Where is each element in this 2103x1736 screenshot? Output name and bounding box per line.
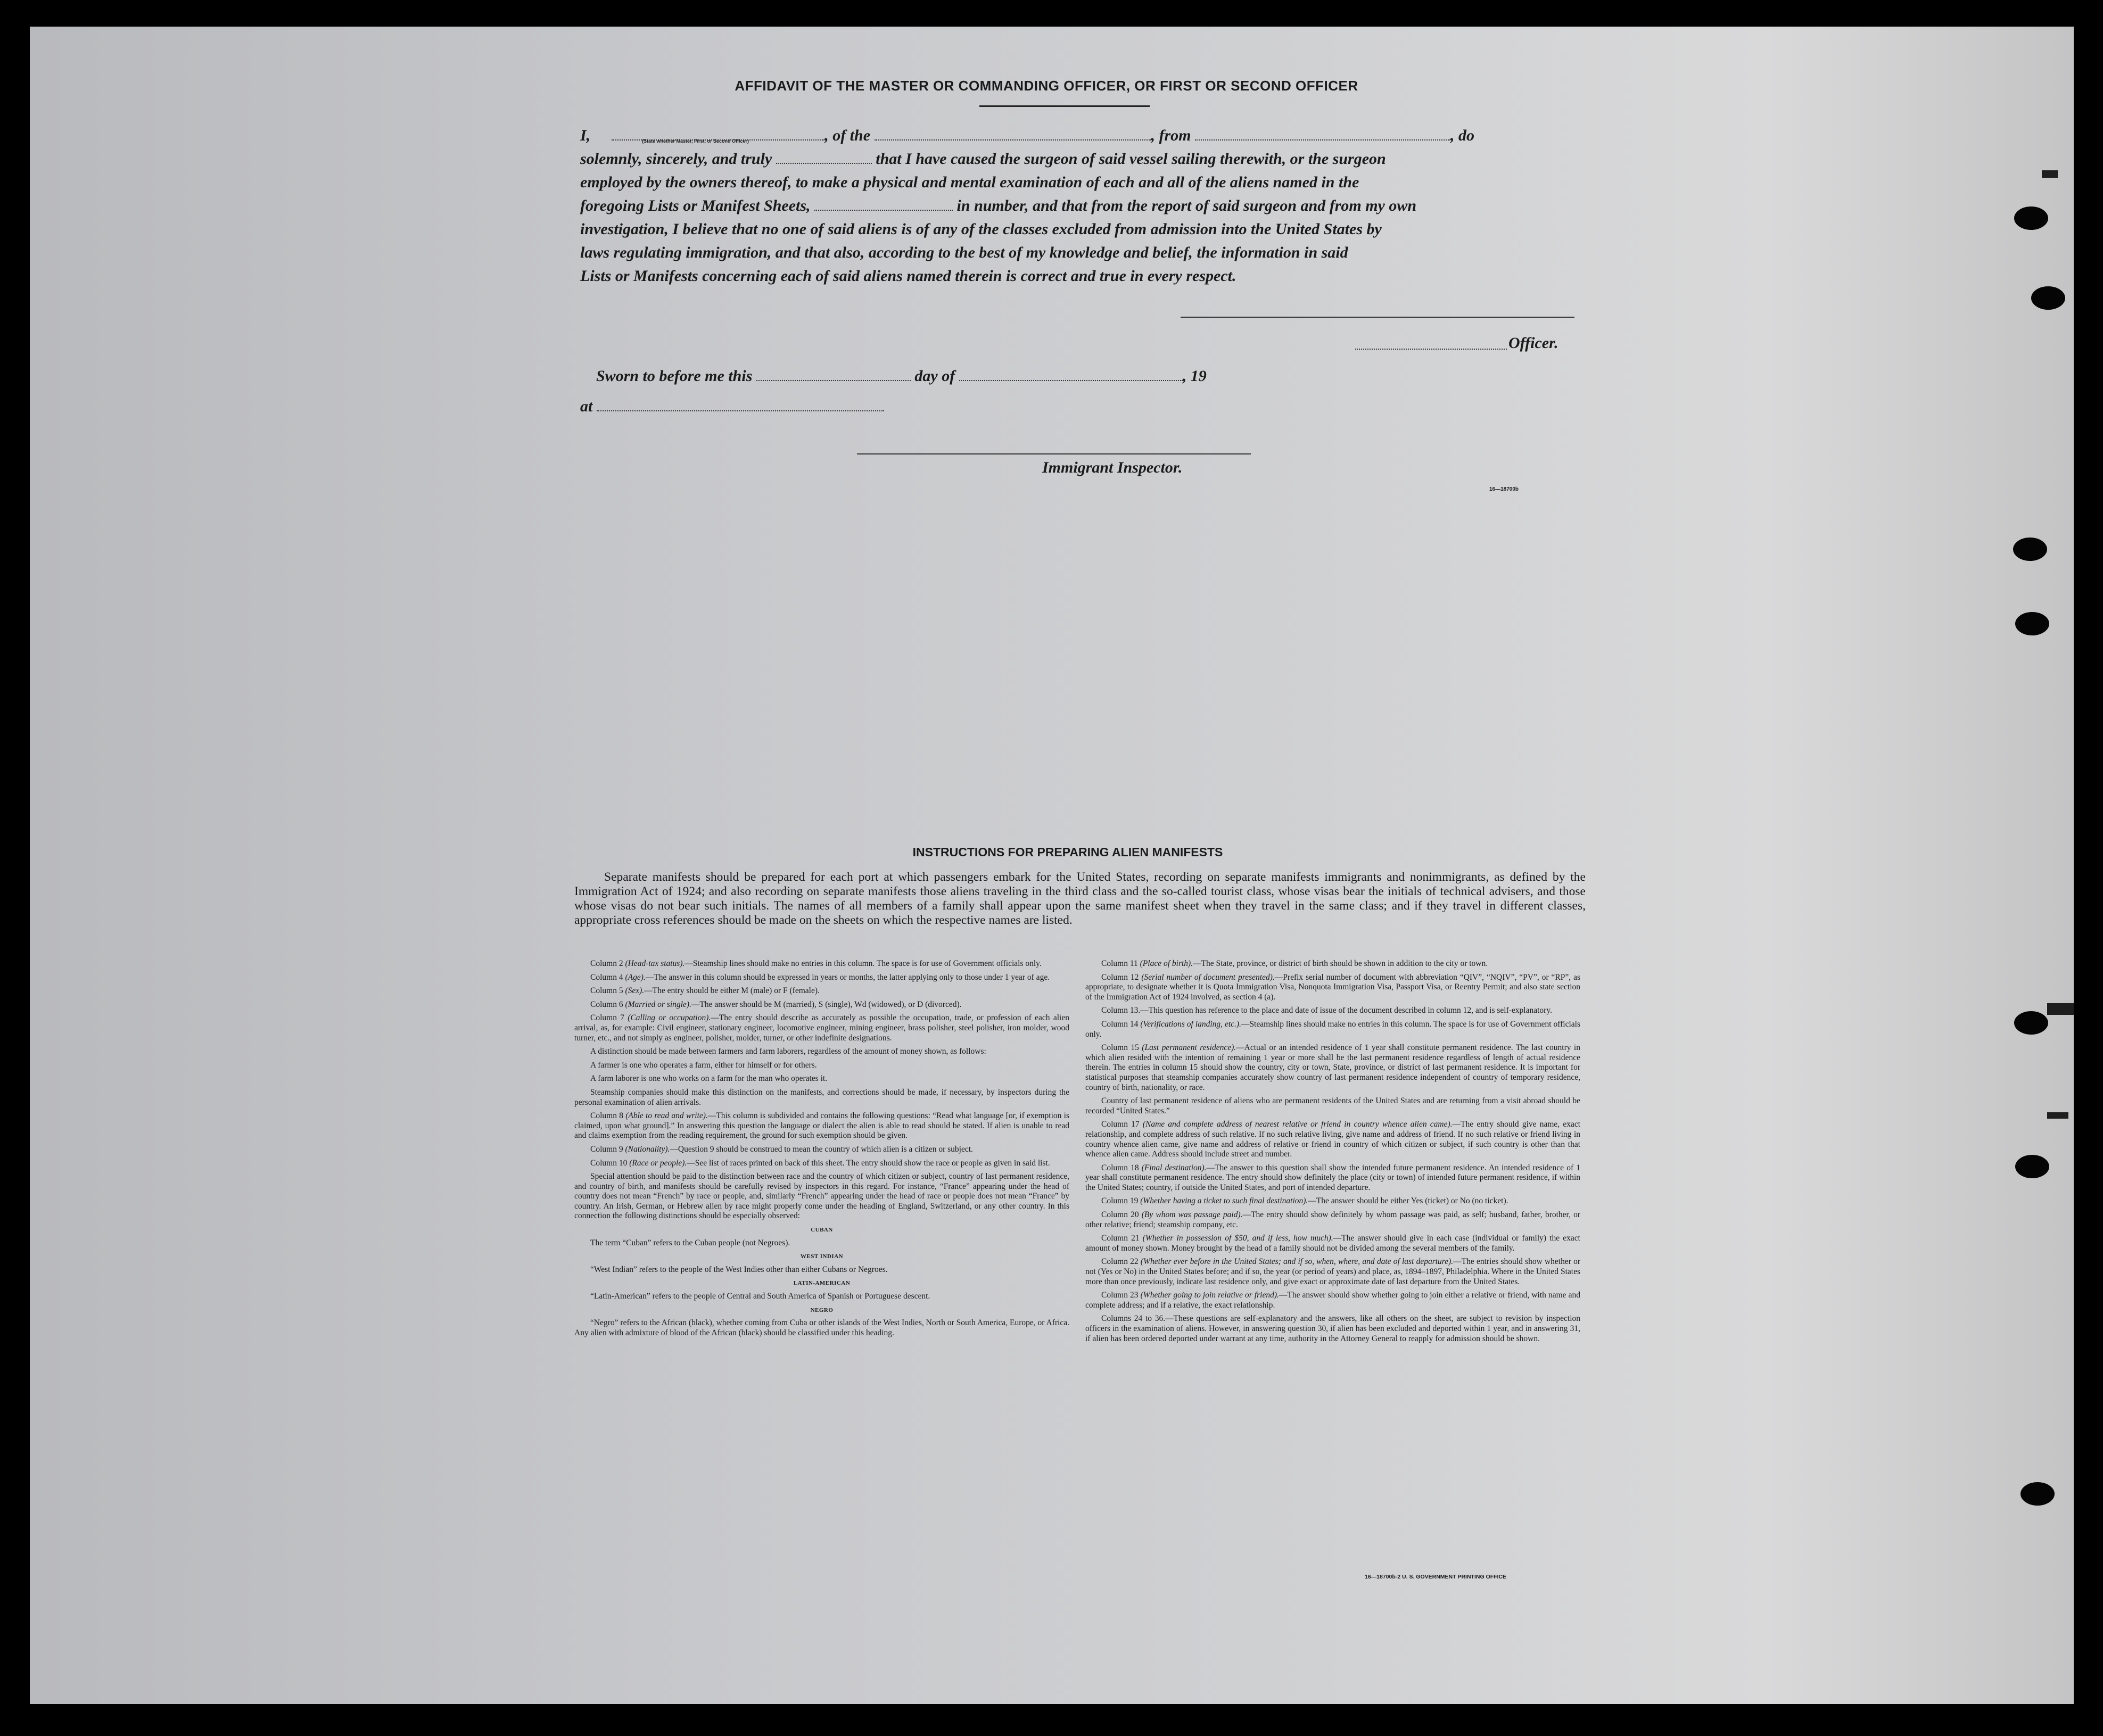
farmers-note: A distinction should be made between farmers and farm laborers, regardless of the amount of money shown, as follows: <box>590 1047 986 1056</box>
column-17-note: Column 17 (Name and complete address of nearest relative or friend in country whence alien came).—The entry should give name, exact relationship, and complete address of such relative. If no such relative living, give name and address of friend. If no such relative or friend living in country whence alien came, give name and address of relative or friend in country of which citizen or subject, if such country is other than that whence alien came. Address should include street and number. <box>1085 1120 1581 1159</box>
edge-mark <box>2042 170 2058 178</box>
country-residence-note: Country of last permanent residence of aliens who are permanent residents of the United States and are returning from a visit abroad should be recorded “United States.” <box>1085 1096 1580 1115</box>
inspector-label: Immigrant Inspector. <box>1042 459 1183 476</box>
latin-american-heading: LATIN-AMERICAN <box>793 1280 851 1287</box>
column-6-note: Column 6 (Married or single).—The answer should be M (married), S (single), Wd (widowed), or D (divorced). <box>590 999 962 1009</box>
edge-mark <box>2047 1003 2074 1015</box>
column-5-note: Column 5 (Sex).—The entry should be either M (male) or F (female). <box>590 986 820 996</box>
special-attention-note: Special attention should be paid to the distinction between race and the country of which citizen or subject, country of last permanent residence, and country of birth, and manifests should be carefully revised by inspectors in this regard. For instance, “France” appearing under the head of country does not mean “French” by race or people, and, similarly “French” appearing under the head of race or people does not mean “France” by country. An Irish, German, or Hebrew alien by race might properly come under the heading of England, Switzerland, or any other country. In this connection the following distinctions should be especially observed: <box>574 1172 1069 1221</box>
column-23-note: Column 23 (Whether going to join relative or friend).—The answer should show whether going to join either a relative or friend, with name and complete address; and if a relative, the exact relationship. <box>1085 1291 1580 1310</box>
column-21-note: Column 21 (Whether in possession of $50, and if less, how much).—The answer should give in each case (individual or family) the exact amount of money shown. Money brought by the head of a family should not be divided among the several members of the family. <box>1085 1234 1580 1253</box>
affidavit-line-7: Lists or Manifests concerning each of said aliens named therein is correct and true in every respect. <box>580 267 1236 285</box>
west-indian-heading: WEST INDIAN <box>800 1253 844 1260</box>
binding-hole <box>2015 1155 2049 1178</box>
negro-definition: “Negro” refers to the African (black), whether coming from Cuba or other islands of the West Indies, North or South America, Europe, or Africa. Any alien with admixture of blood of the African (black) should be classified under this heading. <box>574 1318 1069 1337</box>
binding-hole <box>2020 1482 2055 1506</box>
instructions-intro: Separate manifests should be prepared for each port at which passengers embark for the United States, recording on separate manifests immigrants and nonimmigrants, as defined by the Immigration Act of 1924; and also recording on separate manifests those aliens traveling in the third class and the so-called tourist class, whose visas bear the initials of technical advisers, and those whose visas do not bear such initials. The names of all members of a family shall appear upon the same manifest sheet when they travel in the same class; and if they travel in different classes, appropriate cross references should be made on the sheets on which the respective names are listed. <box>574 870 1586 927</box>
cuban-heading: CUBAN <box>811 1227 833 1234</box>
affidavit-line-2: solemnly, sincerely, and truly that I have caused the surgeon of said vessel sailing therewith, or the surgeon <box>580 150 1386 168</box>
edge-mark <box>2047 1112 2068 1119</box>
instructions-title: INSTRUCTIONS FOR PREPARING ALIEN MANIFESTS <box>912 845 1223 859</box>
negro-heading: NEGRO <box>810 1307 834 1313</box>
binding-hole <box>2013 538 2047 561</box>
column-19-note: Column 19 (Whether having a ticket to such final destination).—The answer should be either Yes (ticket) or No (no ticket). <box>1101 1196 1508 1206</box>
affidavit-line-1: I, , of the , from , do <box>580 127 1475 144</box>
column-10-note: Column 10 (Race or people).—See list of races printed on back of this sheet. The entry should show the race or people as given in said list. <box>590 1158 1050 1168</box>
binding-hole <box>2014 1011 2048 1035</box>
sworn-place-blank[interactable] <box>597 407 884 411</box>
column-2-note: Column 2 (Head-tax status).—Steamship lines should make no entries in this column. The space is for use of Government officials only. <box>590 959 1042 968</box>
column-22-note: Column 22 (Whether ever before in the United States; and if so, when, where, and date of last departure).—The entries should show whether or not (Yes or No) in the United States before; and if so, the year (or period of years) and place, as, 1894–1897, Philadelphia. Where in the United States more than once previously, indicate last residence only, and give exact or approximate date of last departure from the United States. <box>1085 1257 1581 1286</box>
binding-hole <box>2014 206 2048 230</box>
at-line: at <box>580 398 884 416</box>
affidavit-line-6: laws regulating immigration, and that also, according to the best of my knowledge and belief, the information in said <box>580 244 1348 261</box>
column-8-note: Column 8 (Able to read and write).—This column is subdivided and contains the following questions: “Read what language [or, if exemption is claimed, upon what ground].” In answering this question the language or dialect the alien is able to read should be stated. If alien is unable to read and claims exemption from the reading requirement, the ground for such exemption should be given. <box>574 1111 1070 1140</box>
officer-label: Officer. <box>1508 334 1558 352</box>
cuban-definition: The term “Cuban” refers to the Cuban people (not Negroes). <box>590 1238 790 1247</box>
rank-caption: (State whether Master, First, or Second Officer) <box>642 138 749 144</box>
inspector-signature-line[interactable] <box>857 453 1251 454</box>
column-9-note: Column 9 (Nationality).—Question 9 should be construed to mean the country of which alien is a citizen or subject. <box>590 1144 973 1154</box>
binding-hole <box>2031 286 2065 310</box>
column-4-note: Column 4 (Age).—The answer in this column should be expressed in years or months, the latter applying only to those under 1 year of age. <box>590 972 1050 982</box>
column-15-note: Column 15 (Last permanent residence).—Actual or an intended residence of 1 year shall constitute permanent residence. The last country in which alien resided with the intention of remaining 1 year or more shall be the last permanent residence regardless of length of actual residence therein. The entries in column 15 should show the country, city or town, State, province, or district of last permanent residence. It is important for statistical purposes that steamship companies accurately show country of last permanent residence independent of country of temporary residence, country of birth, nationality, or race. <box>1085 1043 1580 1092</box>
farmer-definition: A farmer is one who operates a farm, either for himself or for others. <box>590 1060 817 1070</box>
column-18-note: Column 18 (Final destination).—The answer to this question shall show the intended future permanent residence. An intended residence of 1 year shall constitute permanent residence. The entry should show definitely the place (city or town) of intended future permanent residence, if within the United States; country, if outside the United States, and port of intended departure. <box>1085 1163 1580 1192</box>
oath-type-blank[interactable] <box>776 160 872 164</box>
printing-office-code: 16—18700b-2 U. S. GOVERNMENT PRINTING OFFICE <box>1365 1574 1507 1580</box>
manifest-page <box>30 27 2074 1704</box>
affidavit-line-3: employed by the owners thereof, to make a physical and mental examination of each and all of the aliens named in the <box>580 173 1359 191</box>
affidavit-title: AFFIDAVIT OF THE MASTER OR COMMANDING OFFICER, OR FIRST OR SECOND OFFICER <box>735 78 1358 94</box>
vessel-name-blank[interactable] <box>875 136 1151 140</box>
title-rule <box>979 105 1150 107</box>
sworn-day-blank[interactable] <box>756 377 911 381</box>
instructions-left-column <box>574 959 1069 1342</box>
affidavit-line-5: investigation, I believe that no one of said aliens is of any of the classes excluded from admission into the United States by <box>580 220 1382 238</box>
binding-hole <box>2015 612 2049 635</box>
column-11-note: Column 11 (Place of birth).—The State, province, or district of birth should be shown in addition to the city or town. <box>1101 959 1488 968</box>
sworn-month-blank[interactable] <box>959 377 1183 381</box>
column-13-note: Column 13.—This question has reference to the place and date of issue of the document described in column 12, and is self-explanatory. <box>1101 1006 1552 1015</box>
column-7-note: Column 7 (Calling or occupation).—The entry should describe as accurately as possible the occupation, trade, or profession of each alien arrival, as, for example: Civil engineer, stationary engineer, locomotive engineer, mining engineer, brass polisher, steel polisher, iron molder, wood turner, etc., and not simply as engineer, polisher, molder, turner, or other indefinite designations. <box>574 1013 1069 1043</box>
columns-24-36-note: Columns 24 to 36.—These questions are self-explanatory and the answers, like all others on the sheet, are subject to revision by inspection officers in the examination of aliens. However, in answering question 30, if alien has been excluded and deported within 1 year, and in answering 31, if alien has been ordered deported under warrant at any time, authority in the Attorney General to reapply for admission should be shown. <box>1085 1314 1580 1343</box>
departure-port-blank[interactable] <box>1195 136 1450 140</box>
laborer-definition: A farm laborer is one who works on a farm for the man who operates it. <box>590 1074 828 1084</box>
west-indian-definition: “West Indian” refers to the people of the West Indies other than either Cubans or Negroes. <box>590 1264 888 1274</box>
column-12-note: Column 12 (Serial number of document presented).—Prefix serial number of document with abbreviation “QIV”, “NQIV”, “PV”, or “RP”, as appropriate, to designate whether it is Quota Immigration Visa, Nonquota Immigration Visa, Passport Visa, or Reentry Permit; and also state section of the Immigration Act of 1924 involved, as section 4 (a). <box>1085 972 1581 1002</box>
column-20-note: Column 20 (By whom was passage paid).—The entry should show definitely by whom passage was paid, as self; husband, father, brother, or other relative; friend; steamship company, etc. <box>1085 1210 1581 1229</box>
steamship-note: Steamship companies should make this distinction on the manifests, and corrections should be made, if necessary, by inspectors during the personal examination of alien arrivals. <box>574 1087 1069 1107</box>
alien-count-blank[interactable] <box>814 206 953 211</box>
column-14-note: Column 14 (Verifications of landing, etc.).—Steamship lines should make no entries in this column. The space is for use of Government officials only. <box>1085 1019 1580 1039</box>
latin-american-definition: “Latin-American” refers to the people of Central and South America of Spanish or Portuguese descent. <box>590 1292 930 1301</box>
officer-title-line[interactable] <box>1355 349 1507 350</box>
instructions-right-column <box>1085 959 1580 1348</box>
officer-signature-line[interactable] <box>1181 317 1574 318</box>
sworn-line: Sworn to before me this day of , 19 <box>596 367 1207 385</box>
form-code: 16—18700b <box>1489 486 1519 492</box>
affidavit-line-4: foregoing Lists or Manifest Sheets, in number, and that from the report of said surgeon and from my own <box>580 197 1417 214</box>
